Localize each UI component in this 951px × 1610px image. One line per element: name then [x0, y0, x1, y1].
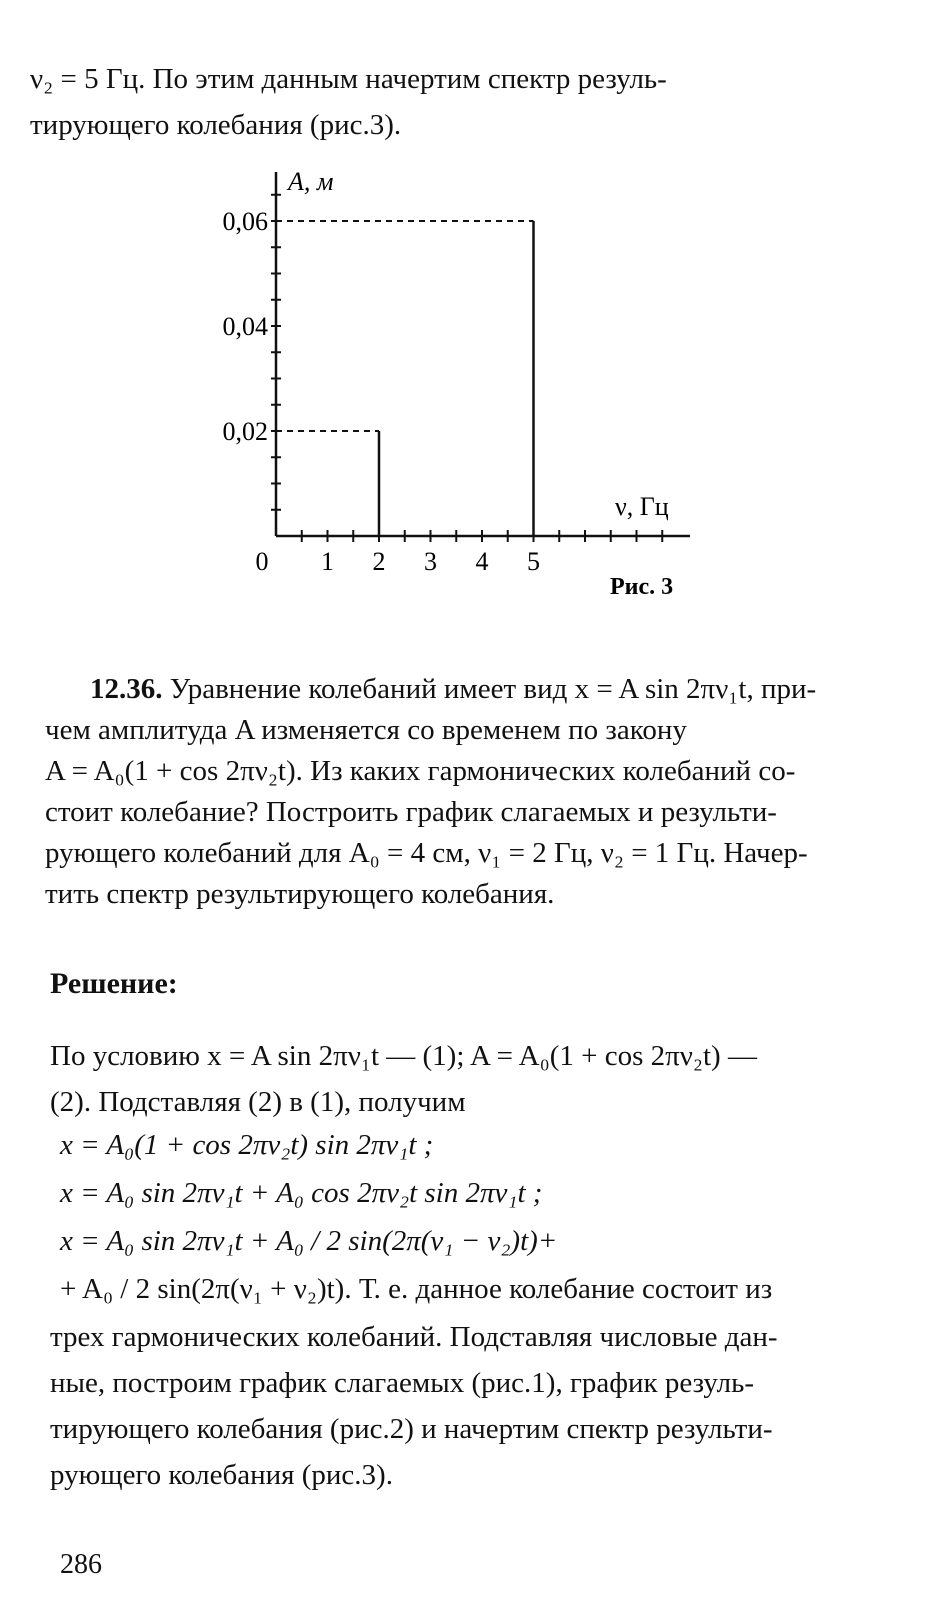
solution-line-8: ные, построим график слагаемых (рис.1), график резуль- — [50, 1367, 755, 1399]
spectrum-chart — [200, 160, 720, 610]
intro-line-1: ν₂ = 5 Гц. По этим данным начертим спектр резуль- — [30, 63, 667, 95]
problem-line-4: стоит колебание? Построить график слагаемых и результи- — [45, 796, 777, 828]
problem-line-3: A = A₀(1 + cos 2πν₂t). Из каких гармонических колебаний со- — [45, 755, 796, 787]
solution-eq-2: x = A₀ sin 2πν₁t + A₀ cos 2πν₂t sin 2πν₁t ; — [60, 1177, 543, 1209]
y-tick-label: 0,06 — [222, 207, 268, 236]
x-axis-label: ν, Гц — [615, 492, 669, 521]
x-tick-label: 3 — [424, 547, 437, 576]
x-tick-label: 2 — [372, 547, 386, 576]
problem-number: 12.36. — [90, 673, 163, 705]
y-tick-label: 0,04 — [222, 312, 268, 341]
problem-text-1: Уравнение колебаний имеет вид x = A sin 2πν₁t, при- — [169, 673, 817, 705]
x-tick-label: 5 — [527, 547, 540, 576]
problem-line-1 — [90, 672, 816, 706]
x-tick-label: 1 — [321, 547, 334, 576]
figure-caption: Рис. 3 — [610, 574, 674, 600]
solution-line-6: + A₀ / 2 sin(2π(ν₁ + ν₂)t). Т. е. данное колебание состоит из — [60, 1273, 773, 1305]
solution-heading: Решение: — [50, 967, 178, 1000]
y-tick-label: 0,02 — [222, 417, 268, 446]
solution-eq-1: x = A₀(1 + cos 2πν₂t) sin 2πν₁t ; — [60, 1129, 434, 1161]
solution-line-10: рующего колебания (рис.3). — [50, 1459, 393, 1491]
problem-line-6: тить спектр результирующего колебания. — [45, 878, 555, 910]
y-ticks — [223, 195, 282, 510]
solution-line-9: тирующего колебания (рис.2) и начертим спектр результи- — [50, 1413, 773, 1445]
x-tick-label: 4 — [475, 547, 489, 576]
page-number: 286 — [60, 1549, 102, 1580]
spectrum-lines — [276, 221, 534, 536]
solution-line-1: По условию x = A sin 2πν₁t — (1); A = A₀(1 + cos 2πν₂t) — — [50, 1040, 757, 1072]
solution-line-7: трех гармонических колебаний. Подставляя числовые дан- — [50, 1321, 778, 1353]
problem-line-2: чем амплитуда A изменяется со временем по закону — [45, 714, 687, 746]
spectrum-figure — [200, 160, 720, 610]
y-axis-label: A, м — [288, 167, 334, 196]
axes — [276, 172, 690, 536]
solution-eq-3: x = A₀ sin 2πν₁t + A₀ / 2 sin(2π(ν₁ − ν₂)t)+ — [60, 1225, 558, 1257]
intro-line-2: тирующего колебания (рис.3). — [30, 109, 402, 141]
x-tick-label: 0 — [255, 547, 269, 576]
solution-line-2: (2). Подставляя (2) в (1), получим — [50, 1086, 466, 1118]
problem-line-5: рующего колебаний для A₀ = 4 см, ν₁ = 2 Гц, ν₂ = 1 Гц. Начер- — [45, 837, 808, 869]
